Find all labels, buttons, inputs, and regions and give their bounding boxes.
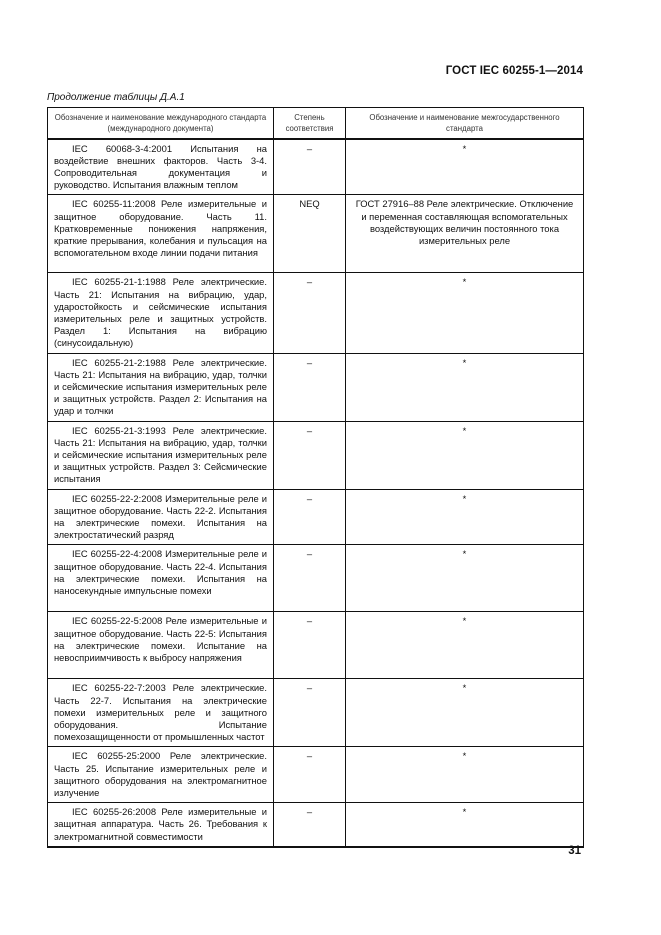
cell-international-standard: IEC 60255-22-7:2003 Реле электрические. Часть 22-7. Испытания на электрические помехи измерительных реле и защитного оборудования. Испытание помехозащищенности от промышленных частот: [48, 679, 274, 747]
table-row: [48, 803, 584, 847]
table-row: [48, 545, 584, 612]
table-caption: Продолжение таблицы Д.А.1: [47, 92, 185, 103]
cell-interstate-standard: *: [346, 747, 584, 803]
header-degree-of-conformity: Степень соответствия: [274, 108, 346, 139]
table-row: [48, 139, 584, 195]
cell-interstate-standard: *: [346, 353, 584, 421]
cell-international-standard: IEC 60255-25:2000 Реле электрические. Часть 25. Испытание измерительных реле и защитного оборудования на электромагнитное излучение: [48, 747, 274, 803]
cell-interstate-standard: *: [346, 489, 584, 545]
header-international-standard: Обозначение и наименование международного стандарта (международного документа): [48, 108, 274, 139]
cell-degree: –: [274, 612, 346, 679]
correspondence-table: [47, 107, 584, 848]
cell-degree: –: [274, 421, 346, 489]
cell-international-standard: IEC 60255-26:2008 Реле измерительные и защитная аппаратура. Часть 26. Требования к электромагнитной совместимости: [48, 803, 274, 847]
cell-interstate-standard: *: [346, 421, 584, 489]
cell-degree: –: [274, 803, 346, 847]
table-row: [48, 421, 584, 489]
cell-international-standard: IEC 60255-11:2008 Реле измерительные и защитное оборудование. Часть 11. Кратковременные понижения напряжения, краткие прерывания, колебания и пульсация на вспомогательном входе линии подачи питания: [48, 195, 274, 273]
cell-interstate-standard: *: [346, 803, 584, 847]
cell-international-standard: IEC 60255-21-2:1988 Реле электрические. Часть 21: Испытания на вибрацию, удар, толчки и сейсмические испытания измерительных реле и защитных устройств. Раздел 2: Испытания на удар и толчки: [48, 353, 274, 421]
cell-interstate-standard: *: [346, 139, 584, 195]
cell-degree: NEQ: [274, 195, 346, 273]
table-row: [48, 195, 584, 273]
cell-degree: –: [274, 679, 346, 747]
page-number: 31: [568, 845, 581, 857]
cell-interstate-standard: *: [346, 612, 584, 679]
cell-degree: –: [274, 139, 346, 195]
table-row: [48, 612, 584, 679]
document-code: ГОСТ IEC 60255-1—2014: [445, 65, 583, 77]
cell-international-standard: IEC 60255-22-2:2008 Измерительные реле и защитное оборудование. Часть 22-2. Испытания на электрические помехи. Испытания на электростатический разряд: [48, 489, 274, 545]
cell-interstate-standard: *: [346, 545, 584, 612]
table-row: [48, 353, 584, 421]
cell-degree: –: [274, 273, 346, 353]
cell-degree: –: [274, 545, 346, 612]
header-interstate-standard: Обозначение и наименование межгосударственного стандарта: [346, 108, 584, 139]
table-row: [48, 679, 584, 747]
table-row: [48, 489, 584, 545]
cell-international-standard: IEC 60255-22-5:2008 Реле измерительные и защитное оборудование. Часть 22-5: Испытания на электрические помехи. Испытание на невосприимчивость к выбросу напряжения: [48, 612, 274, 679]
cell-international-standard: IEC 60255-21-1:1988 Реле электрические. Часть 21: Испытания на вибрацию, удар, ударостойкость и сейсмические испытания измерительных реле и защитных устройств. Раздел 1: Испытания на вибрацию (синусоидальную): [48, 273, 274, 353]
table-row: [48, 273, 584, 353]
cell-degree: –: [274, 353, 346, 421]
cell-degree: –: [274, 747, 346, 803]
cell-interstate-standard: *: [346, 273, 584, 353]
table-row: [48, 747, 584, 803]
cell-interstate-standard: ГОСТ 27916–88 Реле электрические. Отключение и переменная составляющая вспомогательных воздействующих величин постоянного тока измерительных реле: [346, 195, 584, 273]
table-header-row: [48, 108, 584, 139]
cell-degree: –: [274, 489, 346, 545]
cell-interstate-standard: *: [346, 679, 584, 747]
cell-international-standard: IEC 60255-22-4:2008 Измерительные реле и защитное оборудование. Часть 22-4. Испытания на электрические помехи. Испытания на наносекундные импульсные помехи: [48, 545, 274, 612]
cell-international-standard: IEC 60068-3-4:2001 Испытания на воздействие внешних факторов. Часть 3-4. Сопроводительная документация и руководство. Испытания влажным теплом: [48, 139, 274, 195]
cell-international-standard: IEC 60255-21-3:1993 Реле электрические. Часть 21: Испытания на вибрацию, удар, толчки и сейсмические испытания измерительных реле и защитных устройств. Раздел 3: Сейсмические испытания: [48, 421, 274, 489]
